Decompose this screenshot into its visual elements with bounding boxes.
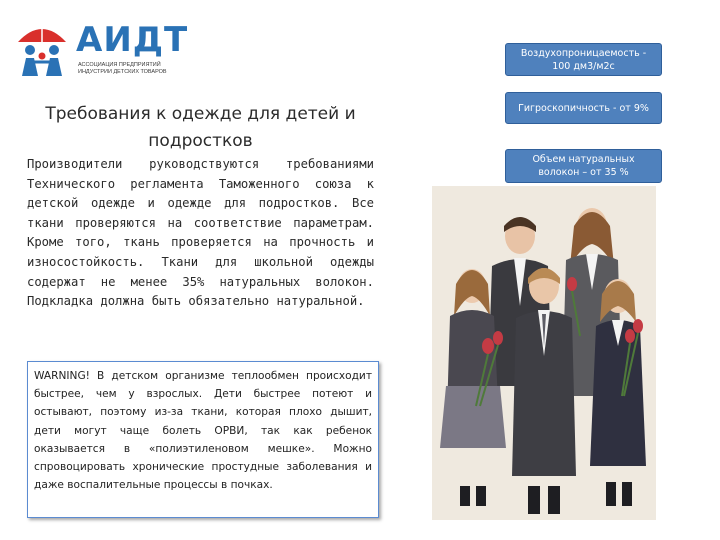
- natural-fiber-badge: Объем натуральных волокон – от 35 %: [505, 149, 662, 183]
- school-children-photo: [432, 186, 656, 520]
- page-title: Требования к одежде для детей и подростков: [45, 104, 356, 151]
- logo-subtitle: АССОЦИАЦИЯ ПРЕДПРИЯТИЙ ИНДУСТРИИ ДЕТСКИХ ТОВАРОВ: [78, 62, 167, 75]
- hygroscopicity-badge: Гигроскопичность - от 9%: [505, 92, 662, 124]
- air-permeability-badge: Воздухопроницаемость - 100 дм3/м2с: [505, 43, 662, 76]
- association-logo: [14, 18, 189, 80]
- logo-name: АИДТ: [76, 20, 189, 60]
- requirements-paragraph: Производители руководствуются требованиями Технического регламента Таможенного союза к детской одежде и одежде для подростков. Все ткани проверяются на соответствие параметрам. Кроме того, ткань проверяется на прочность и износостойкость. Ткани для школьной одежды содержат не менее 35% натуральных волокон. Подкладка должна быть обязательно натуральной.: [27, 157, 374, 309]
- warning-box: WARNING! В детском организме теплообмен происходит быстрее, чем у взрослых. Дети быстрее потеют и остывают, поэтому из-за ткани, которая плохо дышит, дети могут чаще болеть ОРВИ, так как ребенок оказывается в «полиэтиленовом мешке». Можно спровоцировать хронические простудные заболевания и даже воспалительные процессы в почках.: [27, 361, 379, 518]
- children-illustration: [432, 186, 656, 520]
- umbrella-children-icon: [14, 18, 70, 78]
